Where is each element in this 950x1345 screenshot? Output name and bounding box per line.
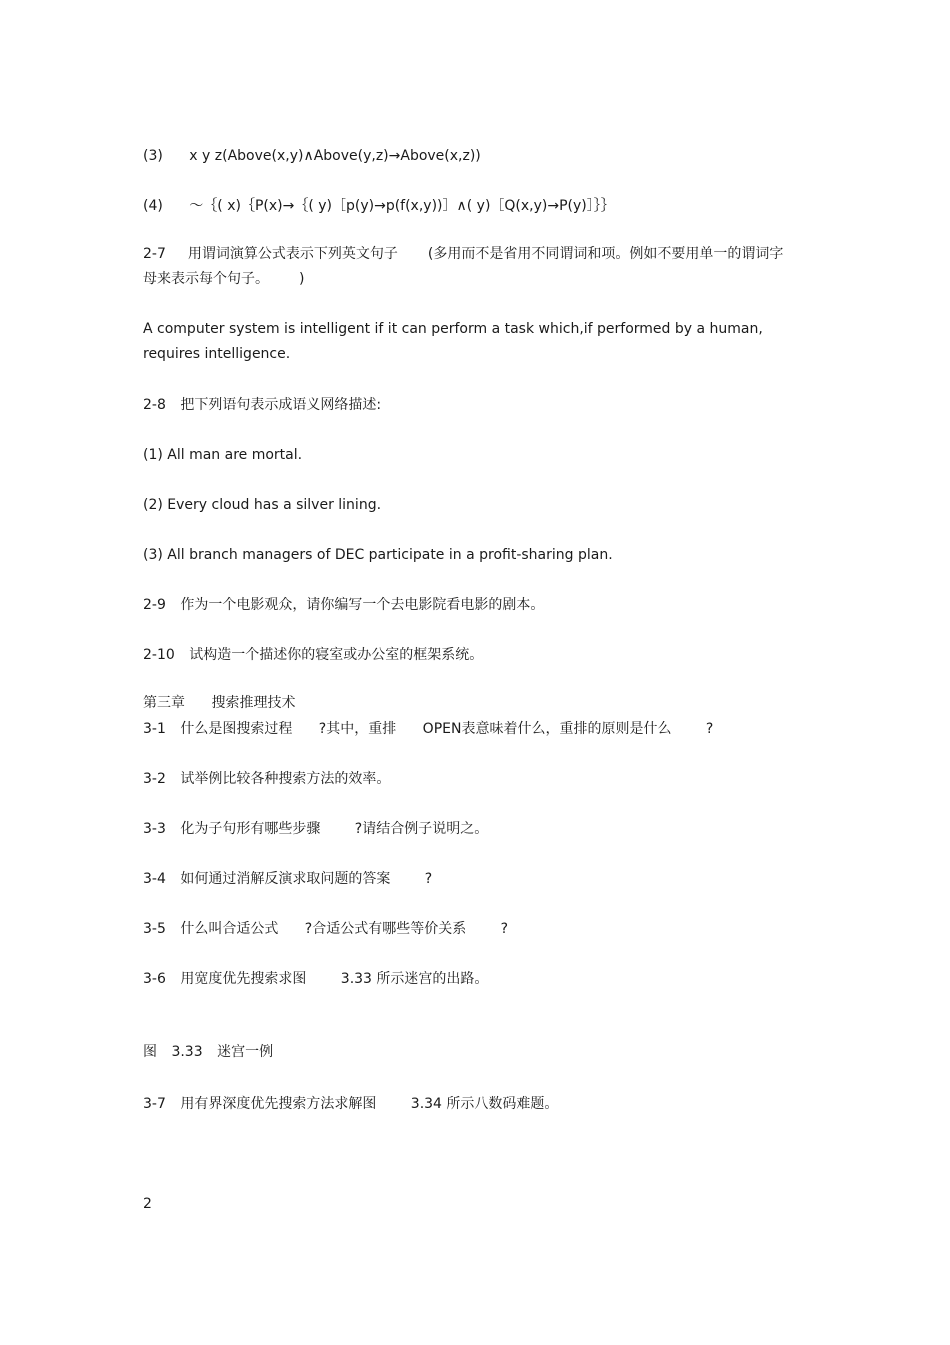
- question-3-4: [143, 869, 432, 889]
- formula-3: [143, 146, 481, 166]
- question-text: ?请结合例子说明之。: [354, 821, 489, 837]
- question-text: 用宽度优先搜索求图: [180, 971, 307, 987]
- question-text: 3.33 所示迷宫的出路。: [340, 971, 489, 987]
- chapter-title: 搜索推理技术: [211, 695, 296, 711]
- figure-title: 迷宫一例: [217, 1044, 274, 1060]
- question-text: ): [299, 271, 305, 287]
- question-text: ?: [500, 921, 509, 937]
- chapter-label: 第三章: [143, 695, 185, 711]
- question-text: ?合适公式有哪些等价关系: [304, 921, 467, 937]
- question-3-2: [143, 769, 390, 789]
- question-text: 作为一个电影观众，请你编写一个去电影院看电影的剧本。: [180, 597, 545, 613]
- english-sentence: A computer system is intelligent if it can perform a task which,if performed by a human, requires intelligence.: [143, 321, 763, 362]
- question-text: 把下列语句表示成语义网络描述:: [180, 397, 382, 413]
- question-number: 2-7: [143, 246, 166, 262]
- question-2-7: [143, 242, 793, 292]
- question-text: ?: [705, 721, 714, 737]
- list-item: (1) All man are mortal.: [143, 447, 303, 463]
- question-text: 化为子句形有哪些步骤: [180, 821, 321, 837]
- question-text: (多用而不是省用不同谓词和项。例如不要用单一的谓词字母来表示每个句子。: [143, 246, 784, 287]
- chapter-heading: [143, 693, 295, 713]
- question-text: 3.34 所示八数码难题。: [410, 1096, 559, 1112]
- figure-label: 图: [143, 1044, 157, 1060]
- question-number: 3-5: [143, 921, 166, 937]
- question-number: 3-1: [143, 721, 166, 737]
- list-item: (2) Every cloud has a silver lining.: [143, 497, 382, 513]
- question-3-1: [143, 719, 713, 739]
- question-text: 如何通过消解反演求取问题的答案: [180, 871, 391, 887]
- question-number: 2-8: [143, 397, 166, 413]
- figure-caption: [143, 1042, 273, 1062]
- formula-3-expression: x y z(Above(x,y)∧Above(y,z)→Above(x,z)): [189, 148, 481, 164]
- question-number: 3-4: [143, 871, 166, 887]
- question-number: 3-2: [143, 771, 166, 787]
- question-text: ?: [424, 871, 433, 887]
- question-number: 2-10: [143, 647, 175, 663]
- question-text: 用有界深度优先搜索方法求解图: [180, 1096, 377, 1112]
- question-text: 试构造一个描述你的寝室或办公室的框架系统。: [189, 647, 484, 663]
- question-3-7: [143, 1094, 558, 1114]
- formula-3-number: (3): [143, 148, 163, 164]
- question-number: 2-9: [143, 597, 166, 613]
- question-2-10: [143, 645, 483, 665]
- question-text: 什么叫合适公式: [180, 921, 279, 937]
- question-text: 试举例比较各种搜索方法的效率。: [180, 771, 391, 787]
- formula-4: [143, 196, 615, 216]
- formula-4-expression: ～｛( x)｛P(x)→｛( y)［p(y)→p(f(x,y))］∧( y)［Q(x,y)→P(y)］｝｝: [189, 198, 615, 214]
- question-text: OPEN表意味着什么，重排的原则是什么: [422, 721, 672, 737]
- formula-4-number: (4): [143, 198, 163, 214]
- question-3-3: [143, 819, 488, 839]
- question-number: 3-6: [143, 971, 166, 987]
- question-3-6: [143, 969, 488, 989]
- question-text: ?其中，重排: [318, 721, 397, 737]
- question-text: 什么是图搜索过程: [180, 721, 293, 737]
- list-item: (3) All branch managers of DEC participate in a profit-sharing plan.: [143, 547, 613, 563]
- question-number: 3-3: [143, 821, 166, 837]
- question-2-8: [143, 395, 381, 415]
- page-number: 2: [143, 1196, 152, 1212]
- figure-number: 3.33: [171, 1044, 203, 1060]
- question-number: 3-7: [143, 1096, 166, 1112]
- question-2-9: [143, 595, 544, 615]
- question-3-5: [143, 919, 508, 939]
- question-text: 用谓词演算公式表示下列英文句子: [187, 246, 398, 262]
